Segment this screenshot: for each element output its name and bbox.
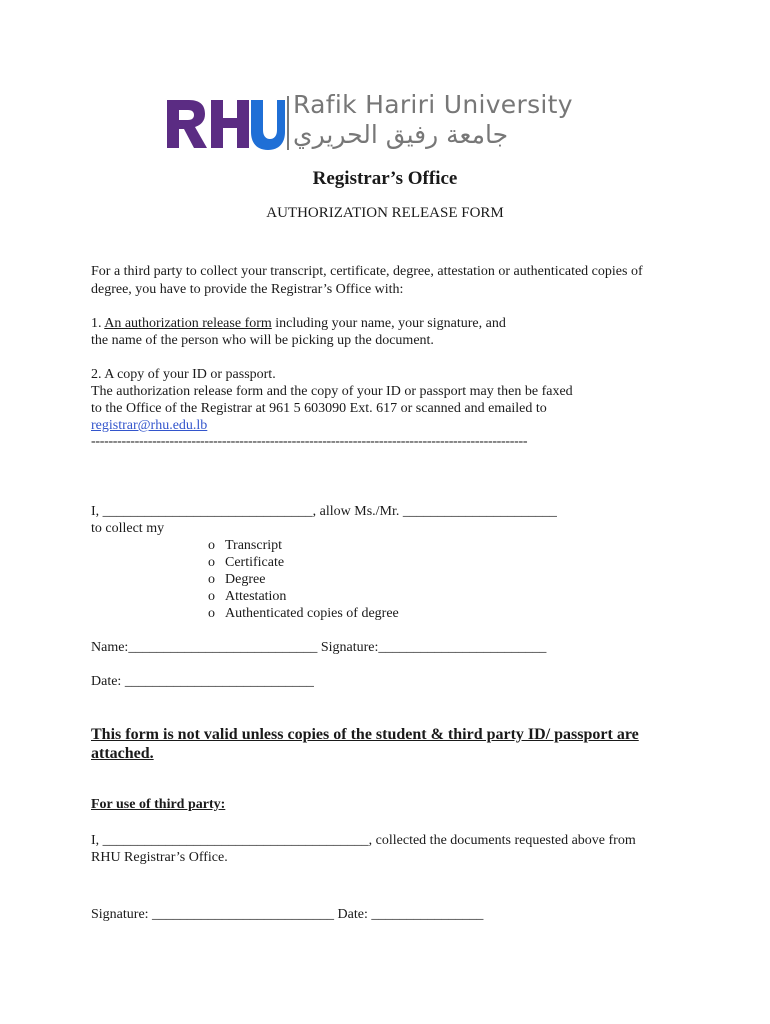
- third-party-line-2: RHU Registrar’s Office.: [91, 850, 228, 865]
- option-certificate[interactable]: [208, 554, 284, 571]
- logo-letter-h: [211, 100, 249, 148]
- option-bullet: o: [208, 572, 215, 587]
- item-1-number: 1.: [91, 316, 105, 331]
- logo-letter-r: [167, 100, 207, 148]
- item-2-line-1: 2. A copy of your ID or passport.: [91, 367, 276, 382]
- option-label: Certificate: [225, 555, 285, 570]
- item-1-underlined: An authorization release form: [104, 316, 272, 331]
- item-1-line-1: [91, 315, 506, 332]
- rhu-logo-mark: [167, 96, 285, 152]
- name-signature-field[interactable]: Name:___________________________ Signature:________________________: [91, 640, 547, 655]
- option-label: Authenticated copies of degree: [225, 606, 399, 621]
- separator-line: ----------------------------------------------------------------------------------------------------: [91, 434, 528, 449]
- university-name-arabic: جامعة رفيق الحريري: [293, 120, 509, 149]
- form-title: AUTHORIZATION RELEASE FORM: [266, 205, 504, 221]
- university-name-english: Rafik Hariri University: [293, 90, 573, 119]
- option-bullet: o: [208, 555, 215, 570]
- third-party-signature-date[interactable]: Signature: __________________________ Date: ________________: [91, 907, 484, 922]
- option-attestation[interactable]: [208, 588, 286, 605]
- option-authenticated-copies[interactable]: [208, 605, 399, 622]
- validity-notice-line-1: This form is not valid unless copies of the student & third party ID/ passport are: [91, 726, 639, 743]
- third-party-line-1[interactable]: I, ______________________________________, collected the documents requested above from: [91, 833, 636, 848]
- option-label: Transcript: [225, 538, 283, 553]
- office-title: Registrar’s Office: [312, 168, 458, 189]
- intro-line-1: For a third party to collect your transcript, certificate, degree, attestation or authenticated copies of: [91, 264, 643, 279]
- item-2-line-2: The authorization release form and the copy of your ID or passport may then be faxed: [91, 384, 573, 399]
- option-bullet: o: [208, 606, 215, 621]
- item-2-line-3: to the Office of the Registrar at 961 5 603090 Ext. 617 or scanned and emailed to: [91, 401, 547, 416]
- option-bullet: o: [208, 589, 215, 604]
- option-label: Degree: [225, 572, 266, 587]
- authorization-line-1: I, ______________________________, allow Ms./Mr. ______________________: [91, 504, 557, 519]
- date-field[interactable]: Date: ___________________________: [91, 674, 314, 689]
- logo-divider: [287, 96, 289, 150]
- validity-notice-line-2: attached.: [91, 745, 154, 762]
- item-1-line-2: the name of the person who will be picking up the document.: [91, 333, 434, 348]
- registrar-email-link[interactable]: registrar@rhu.edu.lb: [91, 418, 208, 433]
- item-1-rest: including your name, your signature, and: [271, 316, 506, 331]
- option-label: Attestation: [225, 589, 287, 604]
- option-bullet: o: [208, 538, 215, 553]
- intro-line-2: degree, you have to provide the Registrar’s Office with:: [91, 282, 404, 297]
- option-degree[interactable]: [208, 571, 265, 588]
- third-party-heading: For use of third party:: [91, 797, 226, 812]
- option-transcript[interactable]: [208, 537, 282, 554]
- authorization-line-2: to collect my: [91, 521, 165, 536]
- logo-letter-u: [251, 100, 285, 150]
